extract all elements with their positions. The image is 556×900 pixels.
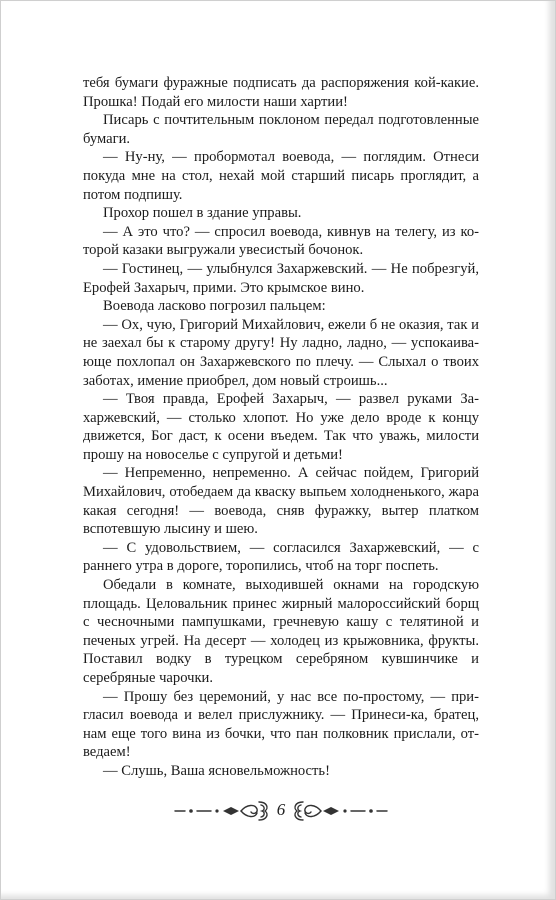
page-number: 6	[276, 800, 286, 819]
paragraph: — Гостинец, — улыбнулся Захаржевский. — Не побрезгуй, Ерофей Захарыч, прими. Это крымское вино.	[83, 260, 479, 296]
paragraph: — Ну-ну, — пробормотал воевода, — поглядим. Отнеси покуда мне на стол, нехай мой старший писарь проглядит, а потом подпишу.	[83, 149, 479, 203]
paragraph: — С удовольствием, — согласился Захаржевский, — с раннего утра в дороге, торопились, чтоб на торг поспеть.	[83, 539, 479, 575]
body-text	[83, 74, 479, 781]
paragraph: — Ох, чую, Григорий Михайлович, ежели б не оказия, так и не заехал бы к старому другу! Ну ладно, ладно, — успокаивающе похлопал он Захаржевского по плечу. — Слыхал о твоих заботах, имение приобрел, дом новый строишь...	[83, 316, 479, 389]
paragraph: — Твоя правда, Ерофей Захарыч, — развел руками Захаржевский, — столько хлопот. Но уже дело вроде к концу движется, Бог даст, к осени въедем. Так что уважь, милости прошу на новоселье с супругой и детьми!	[83, 391, 479, 463]
paragraph: тебя бумаги фуражные подписать да распоряжения кой-какие. Прошка! Подай его милости наши хартии!	[83, 75, 479, 110]
paragraph: — Слушь, Ваша ясновельможность!	[103, 762, 330, 779]
page-footer	[161, 796, 401, 826]
paragraph: Обедали в комнате, выходившей окнами на городскую площадь. Целовальник принес жирный малороссийский борщ с чесночными пампушками, гречневую кашу с телятиной и печеных угрей. На десерт — холодец из крыжовника, фрукты. Поставил водку в турецком серебряном кувшинчике и серебряные чарочки.	[83, 577, 479, 686]
paragraph: — А это что? — спросил воевода, кивнув на телегу, из которой казаки выгружали увесистый бочонок.	[83, 223, 479, 259]
paragraph: Воевода ласково погрозил пальцем:	[103, 298, 326, 315]
paragraph: Писарь с почтительным поклоном передал подготовленные бумаги.	[83, 112, 479, 147]
paragraph: — Непременно, непременно. А сейчас пойдем, Григорий Михайлович, отобедаем да кваску выпьем холодненького, жара какая сегодня! — воевода, сняв фуражку, вытер платком вспотевшую лысину и шею.	[83, 465, 479, 538]
paragraph: — Прошу без церемоний, у нас все по-простому, — пригласил воевода и велел прислужнику. — Принеси-ка, братец, нам еще того вина из бочки, что пан полковник прислали, отведаем!	[83, 688, 479, 761]
paragraph: Прохор пошел в здание управы.	[103, 205, 302, 222]
